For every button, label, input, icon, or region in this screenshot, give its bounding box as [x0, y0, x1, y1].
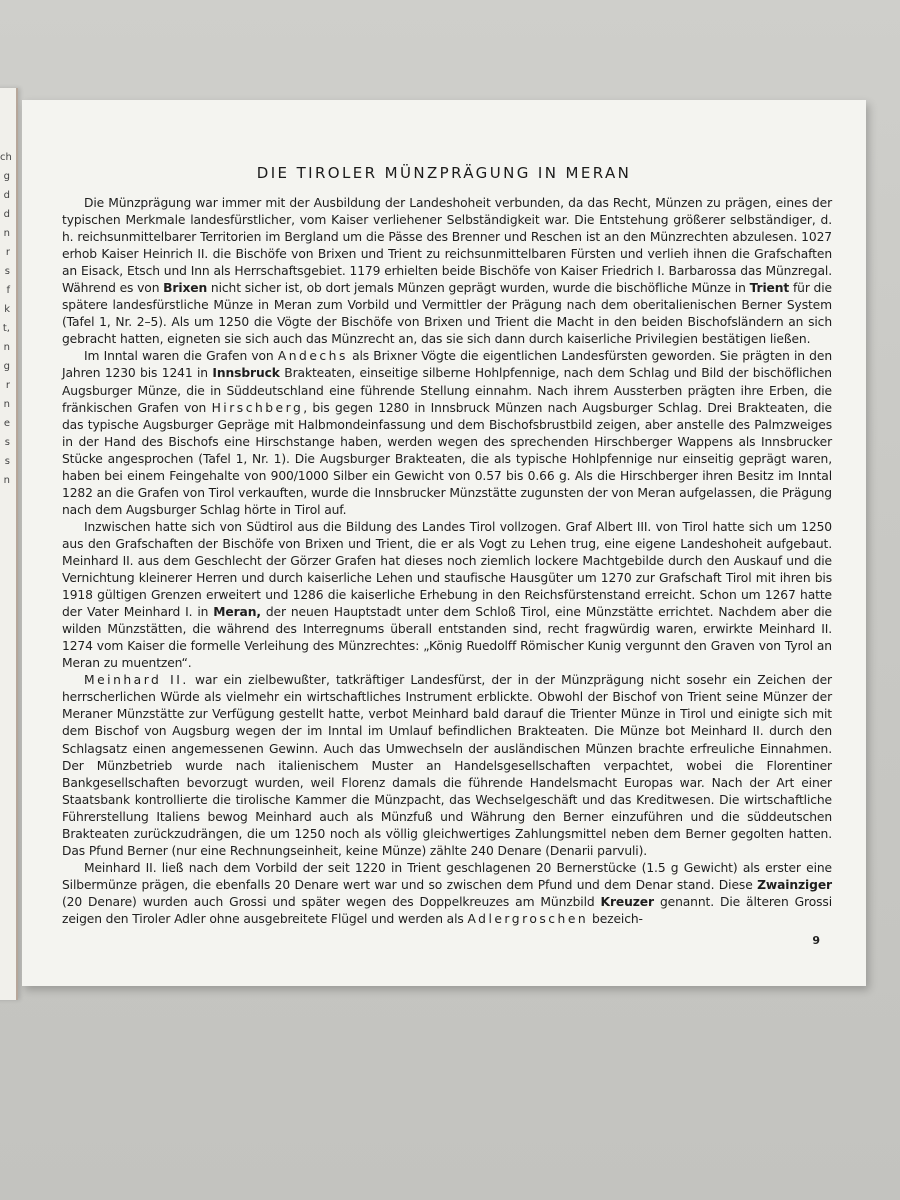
text-run: Brakteaten, einseitige silberne Hohlpfennige, nach dem Schlag und Bild der bischöflichen Augsburger Münze, die in Süddeutschland eine führende Stellung einnahm. Nach ihrem Aussterben prägten ihre Erben, die fränkischen Grafen von — [62, 366, 832, 415]
left-page-letters: ch g d d n r s f k t, n g r n e s s n — [0, 152, 12, 486]
text-run: (20 Denare) wurden auch Grossi und später wegen des Doppelkreuzes am Münzbild — [62, 894, 601, 909]
paragraph — [62, 348, 832, 518]
bold-term: Innsbruck — [212, 366, 280, 381]
spaced-name: Meinhard II. — [84, 673, 189, 688]
spaced-name: Andechs — [277, 349, 348, 364]
paragraph — [62, 519, 832, 672]
page-number: 9 — [812, 934, 820, 947]
text-run: Im Inntal waren die Grafen von — [84, 349, 278, 364]
book-page — [22, 100, 866, 986]
text-run: war ein zielbewußter, tatkräftiger Landesfürst, der in der Münzprägung nicht sosehr ein Zeichen der herrscherlichen Würde als vielmehr ein wirtschaftliches Instrument erblickte. Obwohl der Bischof von Trient seine Münzer der Meraner Münzstätte zur Verfügung gestellt hatte, verbot Meinhard bald darauf die Trienter Münze in Tirol und einigte sich mit dem Bischof von Augsburg wegen der im Inntal im Umlauf befindlichen Brakteaten. Die Münze bot Meinhard II. durch den Schlagsatz einen angemessenen Gewinn. Auch das Umwechseln der ausländischen Münzen brachte erfreuliche Einnahmen. Der Münzbetrieb wurde nach italienischem Muster an Handelsgesellschaften verpachtet, wobei die Florentiner Bankgesellschaften bevorzugt wurden, weil Florenz damals die führende Handelsmacht Europas war. Nach der Art einer Staatsbank kontrollierte die tirolische Kammer die Münzpacht, das Wechselgeschäft und das Kreditwesen. Die wirtschaftliche Führerstellung Italiens bewog Meinhard auch als Münzfuß und Währung den Berner einzuführen und die süddeutschen Brakteaten zurückzudrängen, die um 1250 noch als völlig gleichwertiges Zahlungsmittel neben dem Berner gegolten hatten. Das Pfund Berner (nur eine Rechnungseinheit, keine Münze) zählte 240 Denare (Denarii parvuli). — [62, 673, 832, 858]
text-run: der neuen Hauptstadt unter dem Schloß Tirol, eine Münzstätte errichtet. Nachdem aber die wilden Münzstätten, die während des Interregnums überall entstanden sind, recht fragwürdig waren, erwirkte Meinhard II. 1274 vom Kaiser die formelle Verleihung des Münzrechtes: „König Ruedolff Römischer Kunig vergunnt den Graven von Tyrol an Meran zu muentzen“. — [62, 605, 832, 671]
paragraph — [62, 672, 832, 860]
text-run: Inzwischen hatte sich von Südtirol aus die Bildung des Landes Tirol vollzogen. Graf Albert III. von Tirol hatte sich um 1250 aus den Grafschaften der Bischöfe von Brixen und Trient, die er als Vogt zu Lehen trug, eine eigene Landeshoheit aufgebaut. Meinhard II. aus dem Geschlecht der Görzer Grafen hat dieses noch ziemlich lockere Machtgebilde durch den Auskauf und die Vernichtung kleinerer Herren und durch kaiserliche Lehen und staufische Hausgüter um 1270 zur Grafschaft Tirol mit ihren bis 1918 gültigen Grenzen erweitert und 1286 die kaiserliche Erhebung in den Reichsfürstenstand erreicht. Schon um 1267 hatte der Vater Meinhard I. in — [62, 519, 832, 620]
bold-term: Brixen — [163, 281, 208, 296]
paragraph — [62, 860, 832, 928]
paragraph — [62, 195, 832, 348]
text-run: für die spätere landesfürstliche Münze in Meran zum Vorbild und Vermittler der Prägung nach dem oberitalienischen Berner System (Tafel 1, Nr. 2–5). Als um 1250 die Vögte der Bischöfe von Brixen und Trient die Macht in den beiden Bischofsländern an sich gebracht hatten, eigneten sie sich auch das Münzrecht an, das sie sich dann durch kaiserliche Privilegien bestätigen ließen. — [62, 281, 832, 347]
text-run: , bis gegen 1280 in Innsbruck Münzen nach Augsburger Schlag. Drei Brakteaten, die das typische Augsburger Gepräge mit Halbmondeinfassung und dem Bischofsbrustbild zeigen, aber anstelle des Palmzweiges in der Hand des Bischofs eine Hirschstange haben, werden wegen des sprechenden Hirschberger Wappens als Innsbrucker Stücke angesprochen (Tafel 1, Nr. 1). Die Augsburger Brakteaten, die als typische Hohlpfennige nur einseitig geprägt waren, haben bei einem Feingehalte von 900/1000 Silber ein Gewicht von 0.57 bis 0.66 g. Als die Hirschberger ihren Besitz im Inntal 1282 an die Grafen von Tirol verkauften, wurde die Innsbrucker Münzstätte zugunsten der von Meran aufgelassen, die Prägung nach dem Augsburger Schlag hörte in Tirol auf. — [62, 400, 833, 517]
text-run: Meinhard II. ließ nach dem Vorbild der seit 1220 in Trient geschlagenen 20 Bernerstücke (1.5 g Gewicht) als erster eine Silbermünze prägen, die ebenfalls 20 Denare wert war und so zwischen dem Pfund und dem Denar stand. Diese — [62, 860, 832, 892]
text-run: als Brixner Vögte die eigentlichen Landesfürsten geworden. Sie prägten in den Jahren 1230 bis 1241 in — [62, 349, 832, 381]
page-title: DIE TIROLER MÜNZPRÄGUNG IN MERAN — [256, 164, 632, 182]
bold-term: Trient — [749, 281, 790, 296]
text-run: bezeich- — [588, 911, 643, 926]
text-run: genannt. Die älteren Grossi zeigen den Tiroler Adler ohne ausgebreitete Flügel und werden als — [62, 894, 832, 926]
bold-term: Meran, — [213, 605, 261, 620]
spaced-name: Adlergroschen — [467, 911, 589, 926]
left-page-edge — [0, 88, 18, 1000]
spaced-name: Hirschberg — [211, 400, 304, 415]
bold-term: Kreuzer — [600, 894, 654, 909]
text-run: Die Münzprägung war immer mit der Ausbildung der Landeshoheit verbunden, da das Recht, Münzen zu prägen, eines der typischen Merkmale landesfürstlicher, vom Kaiser verliehener Selbständigkeit war. Die Entstehung größerer selbständiger, d. h. reichsunmittelbarer Territorien im Bergland um die Pässe des Brenner und Reschen ist an den Münzrechten abzulesen. 1027 erhob Kaiser Heinrich II. die Bischöfe von Brixen und Trient zu reichsunmittelbaren Fürsten und verlieh ihnen die Grafschaften an Eisack, Etsch und Inn als Herrschaftsgebiet. 1179 erhielten beide Bischöfe von Kaiser Friedrich I. Barbarossa das Münzregal. Während es von — [62, 196, 832, 296]
text-run: nicht sicher ist, ob dort jemals Münzen geprägt wurden, wurde die bischöfliche Münze in — [207, 281, 750, 296]
body-text — [62, 195, 832, 928]
bold-term: Zwainziger — [757, 877, 832, 892]
